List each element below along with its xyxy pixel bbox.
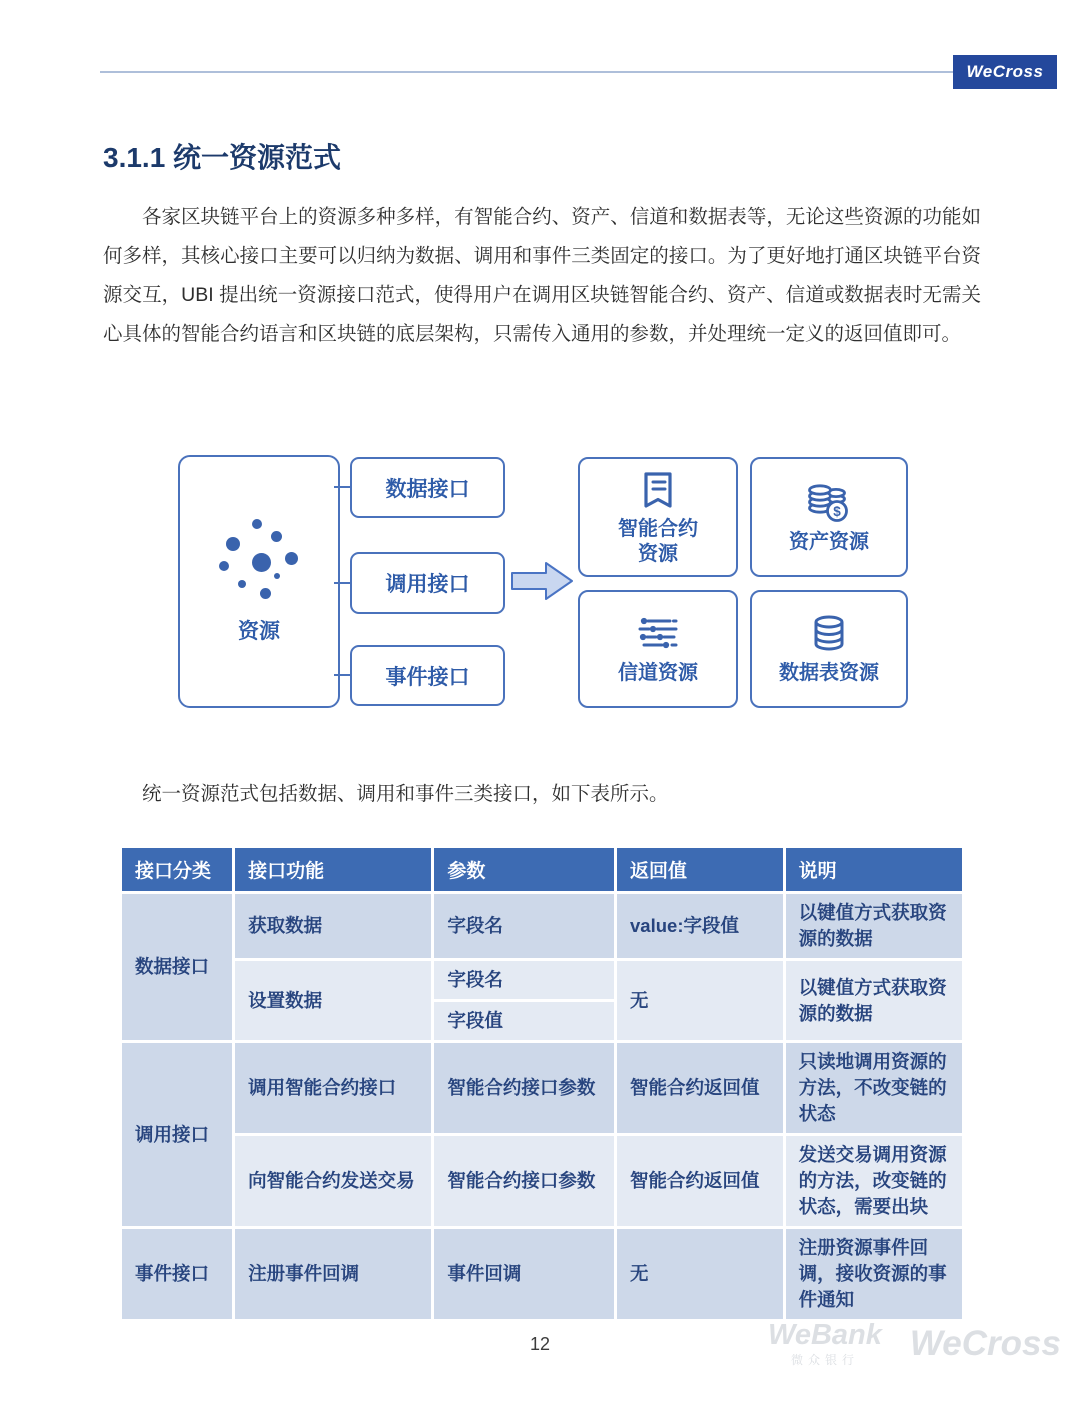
- coins-icon: [804, 479, 854, 525]
- interface-table: [119, 845, 965, 1322]
- func-cell: 设置数据: [235, 961, 431, 1040]
- func-cell: 向智能合约发送交易: [235, 1136, 431, 1226]
- wecross-logo-text: WeCross: [966, 62, 1044, 81]
- channel-icon: [635, 612, 681, 656]
- resource-type-label: 智能合约资源: [618, 517, 698, 565]
- param-cell: 智能合约接口参数: [434, 1043, 614, 1133]
- desc-cell: 以键值方式获取资源的数据: [786, 961, 962, 1040]
- param-cell: 字段值: [434, 1002, 614, 1040]
- desc-cell: 发送交易调用资源的方法，改变链的状态，需要出块: [786, 1136, 962, 1226]
- table-header-row: [122, 848, 962, 891]
- func-cell: 注册事件回调: [235, 1229, 431, 1319]
- param-cell: 字段名: [434, 894, 614, 958]
- interface-box-call: 调用接口: [350, 552, 505, 614]
- section-title: 3.1.1 统一资源范式: [103, 142, 342, 173]
- wecross-watermark-text: WeCross: [909, 1324, 1061, 1363]
- param-cell: 事件回调: [434, 1229, 614, 1319]
- resource-type-contract: [578, 457, 738, 577]
- return-cell: 无: [617, 1229, 783, 1319]
- interface-box-event: 事件接口: [350, 645, 505, 706]
- return-cell: 无: [617, 961, 783, 1040]
- resource-label: 资源: [238, 620, 280, 643]
- watermark-divider: [890, 1320, 902, 1369]
- contract-icon: [635, 468, 681, 512]
- table-lead-paragraph: 统一资源范式包括数据、调用和事件三类接口，如下表所示。: [142, 783, 669, 805]
- func-cell: 获取数据: [235, 894, 431, 958]
- resource-diagram: [178, 455, 910, 711]
- column-header: 接口功能: [235, 848, 431, 891]
- column-header: 参数: [434, 848, 614, 891]
- func-cell: 调用智能合约接口: [235, 1043, 431, 1133]
- return-cell: 智能合约返回值: [617, 1136, 783, 1226]
- table-row: [122, 1136, 962, 1226]
- desc-cell: 只读地调用资源的方法，不改变链的状态: [786, 1043, 962, 1133]
- column-header: 说明: [786, 848, 962, 891]
- category-cell: 调用接口: [122, 1043, 232, 1226]
- header-divider: [100, 71, 953, 73]
- webank-logo: [768, 1318, 882, 1368]
- param-cell: 智能合约接口参数: [434, 1136, 614, 1226]
- resource-type-table: [750, 590, 908, 708]
- footer-watermark: [768, 1312, 1061, 1376]
- svg-text:$: $: [833, 504, 841, 519]
- table-row: [122, 1043, 962, 1133]
- interface-box-data: 数据接口: [350, 457, 505, 518]
- database-icon: [806, 612, 852, 656]
- resource-dots-icon: [218, 515, 302, 599]
- desc-cell: 注册资源事件回调，接收资源的事件通知: [786, 1229, 962, 1319]
- wecross-header-logo: [953, 55, 1057, 89]
- resource-type-channel: [578, 590, 738, 708]
- webank-logo-text: WeBank: [768, 1318, 882, 1351]
- category-cell: 事件接口: [122, 1229, 232, 1319]
- param-cell: 字段名: [434, 961, 614, 999]
- intro-paragraph: 各家区块链平台上的资源多种多样，有智能合约、资产、信道和数据表等，无论这些资源的功能如何多样，其核心接口主要可以归纳为数据、调用和事件三类固定的接口。为了更好地打通区块链平台资源交互，UBI 提出统一资源接口范式，使得用户在调用区块链智能合约、资产、信道或数据表时无需关心具体的智能合约语言和区块链的底层架构，只需传入通用的参数，并处理统一定义的返回值即可。: [103, 206, 981, 345]
- return-cell: value:字段值: [617, 894, 783, 958]
- table-row: [122, 894, 962, 958]
- table-row: [122, 1229, 962, 1319]
- resource-type-label: 数据表资源: [779, 662, 879, 684]
- resource-type-label: 信道资源: [618, 662, 698, 684]
- page-number: 12: [529, 1334, 551, 1354]
- column-header: 返回值: [617, 848, 783, 891]
- right-arrow-icon: [511, 558, 575, 604]
- resource-type-label: 资产资源: [789, 531, 869, 553]
- resource-box: [178, 455, 340, 708]
- desc-cell: 以键值方式获取资源的数据: [786, 894, 962, 958]
- return-cell: 智能合约返回值: [617, 1043, 783, 1133]
- column-header: 接口分类: [122, 848, 232, 891]
- webank-logo-cn: 微众银行: [790, 1352, 859, 1367]
- category-cell: 数据接口: [122, 894, 232, 1040]
- resource-type-asset: [750, 457, 908, 577]
- table-row: [122, 961, 962, 999]
